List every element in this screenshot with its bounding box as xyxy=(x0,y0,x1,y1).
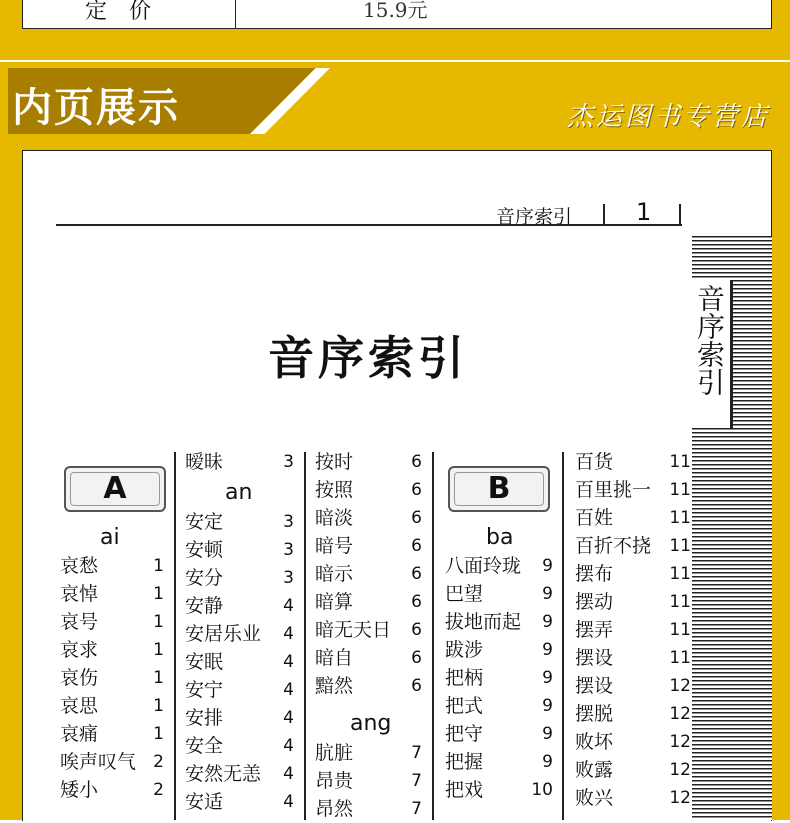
index-page-number: 9 xyxy=(542,724,553,744)
index-page-number: 11 xyxy=(669,480,691,500)
index-page-number: 12 xyxy=(669,732,691,752)
index-page-number: 1 xyxy=(153,640,164,660)
index-word: 昂贵 xyxy=(315,770,354,792)
index-word: 拔地而起 xyxy=(445,611,522,633)
index-word: 唉声叹气 xyxy=(60,751,137,773)
index-page-number: 4 xyxy=(283,680,294,700)
index-word: 哀痛 xyxy=(60,723,99,745)
index-page-number: 10 xyxy=(531,780,553,800)
index-page-number: 6 xyxy=(411,508,422,528)
index-page-number: 2 xyxy=(153,780,164,800)
index-page-number: 9 xyxy=(542,612,553,632)
index-word: 安眠 xyxy=(185,651,224,673)
index-page-number: 6 xyxy=(411,592,422,612)
price-strip xyxy=(0,0,790,60)
page-header-separator xyxy=(679,204,681,226)
index-page-number: 7 xyxy=(411,799,422,819)
index-page-number: 6 xyxy=(411,620,422,640)
index-page-number: 6 xyxy=(411,676,422,696)
index-page-number: 9 xyxy=(542,668,553,688)
index-page-number: 1 xyxy=(153,556,164,576)
page-header-separator xyxy=(603,204,605,226)
index-word: 哀思 xyxy=(60,695,99,717)
letter-heading: A xyxy=(103,471,127,506)
index-word: 安排 xyxy=(185,707,224,729)
column-rule xyxy=(562,452,564,820)
index-word: 安静 xyxy=(185,595,224,617)
index-main-title: 音序索引 xyxy=(268,331,468,385)
page-number: 1 xyxy=(636,198,652,226)
index-page-number: 11 xyxy=(669,536,691,556)
shop-name: 杰运图书专营店 xyxy=(566,102,770,132)
pinyin-heading: ba xyxy=(486,525,514,550)
index-word: 暗无天日 xyxy=(315,619,392,641)
index-page-number: 7 xyxy=(411,771,422,791)
index-word: 百货 xyxy=(575,451,614,473)
letter-heading-box xyxy=(64,466,166,512)
index-page-number: 6 xyxy=(411,648,422,668)
side-tab-label: 音序索引 xyxy=(693,284,726,396)
index-page-number: 2 xyxy=(153,752,164,772)
index-word: 安分 xyxy=(185,567,224,589)
index-word: 百折不挠 xyxy=(575,535,652,557)
index-page-number: 6 xyxy=(411,536,422,556)
index-page-number: 9 xyxy=(542,696,553,716)
index-page-number: 11 xyxy=(669,452,691,472)
index-word: 安居乐业 xyxy=(185,623,262,645)
index-page-number: 12 xyxy=(669,676,691,696)
index-word: 败坏 xyxy=(575,731,614,753)
index-page-number: 4 xyxy=(283,652,294,672)
index-page-number: 1 xyxy=(153,584,164,604)
index-page-number: 3 xyxy=(283,568,294,588)
index-page-number: 6 xyxy=(411,564,422,584)
index-word: 摆布 xyxy=(575,563,614,585)
index-word: 摆设 xyxy=(575,675,614,697)
index-word: 摆弄 xyxy=(575,619,614,641)
index-word: 败露 xyxy=(575,759,614,781)
index-page-number: 4 xyxy=(283,624,294,644)
price-label: 定价 xyxy=(23,0,236,28)
index-page-number: 4 xyxy=(283,792,294,812)
index-page-number: 6 xyxy=(411,480,422,500)
index-word: 安适 xyxy=(185,791,224,813)
column-rule xyxy=(304,452,306,820)
index-word: 暗淡 xyxy=(315,507,354,529)
index-page-number: 1 xyxy=(153,612,164,632)
index-word: 暗自 xyxy=(315,647,354,669)
index-page-number: 3 xyxy=(283,540,294,560)
index-word: 肮脏 xyxy=(315,742,354,764)
index-word: 黯然 xyxy=(315,675,354,697)
page-header-rule xyxy=(56,224,682,226)
pinyin-heading: ang xyxy=(350,711,392,736)
price-table xyxy=(22,0,772,29)
index-page-number: 6 xyxy=(411,452,422,472)
index-page-number: 1 xyxy=(153,696,164,716)
index-word: 哀伤 xyxy=(60,667,99,689)
index-page-number: 11 xyxy=(669,508,691,528)
side-tab-bar xyxy=(730,280,733,428)
index-word: 把柄 xyxy=(445,667,484,689)
index-page-number: 9 xyxy=(542,584,553,604)
index-word: 摆动 xyxy=(575,591,614,613)
index-page-number: 12 xyxy=(669,788,691,808)
index-page-number: 9 xyxy=(542,640,553,660)
index-word: 把戏 xyxy=(445,779,484,801)
index-word: 安定 xyxy=(185,511,224,533)
index-word: 八面玲珑 xyxy=(445,555,522,577)
price-value: 15.9元 xyxy=(363,0,428,22)
index-word: 哀号 xyxy=(60,611,99,633)
index-word: 把式 xyxy=(445,695,484,717)
index-word: 安宁 xyxy=(185,679,224,701)
letter-heading-box xyxy=(448,466,550,512)
index-page-number: 4 xyxy=(283,596,294,616)
index-page-number: 4 xyxy=(283,764,294,784)
index-page-number: 11 xyxy=(669,564,691,584)
index-page-number: 3 xyxy=(283,512,294,532)
index-page-number: 4 xyxy=(283,736,294,756)
index-word: 暗示 xyxy=(315,563,354,585)
index-word: 安然无恙 xyxy=(185,763,262,785)
index-page-number: 1 xyxy=(153,668,164,688)
index-page-number: 7 xyxy=(411,743,422,763)
index-page-number: 9 xyxy=(542,556,553,576)
index-word: 百里挑一 xyxy=(575,479,652,501)
column-rule xyxy=(432,452,434,820)
index-word: 巴望 xyxy=(445,583,484,605)
letter-heading: B xyxy=(487,471,511,506)
index-word: 暗号 xyxy=(315,535,354,557)
index-word: 跋涉 xyxy=(445,639,484,661)
index-page-number: 11 xyxy=(669,648,691,668)
index-page-number: 12 xyxy=(669,704,691,724)
index-word: 昂然 xyxy=(315,798,354,820)
index-word: 哀悼 xyxy=(60,583,99,605)
pinyin-heading: ai xyxy=(100,525,120,550)
index-word: 把守 xyxy=(445,723,484,745)
pinyin-heading: an xyxy=(225,480,253,505)
index-page-number: 12 xyxy=(669,760,691,780)
page-header-title: 音序索引 xyxy=(496,206,573,228)
index-page-number: 3 xyxy=(283,452,294,472)
index-page-number: 4 xyxy=(283,708,294,728)
index-word: 摆设 xyxy=(575,647,614,669)
index-word: 按照 xyxy=(315,479,354,501)
index-word: 败兴 xyxy=(575,787,614,809)
index-word: 哀愁 xyxy=(60,555,99,577)
index-word: 哀求 xyxy=(60,639,99,661)
index-word: 安全 xyxy=(185,735,224,757)
index-word: 暗算 xyxy=(315,591,354,613)
index-word: 百姓 xyxy=(575,507,614,529)
index-page-number: 11 xyxy=(669,620,691,640)
index-word: 矮小 xyxy=(60,779,99,801)
index-page-number: 1 xyxy=(153,724,164,744)
index-word: 摆脱 xyxy=(575,703,614,725)
index-word: 暧昧 xyxy=(185,451,224,473)
index-word: 把握 xyxy=(445,751,484,773)
index-word: 安顿 xyxy=(185,539,224,561)
section-banner xyxy=(0,62,790,140)
index-word: 按时 xyxy=(315,451,354,473)
index-page-number: 11 xyxy=(669,592,691,612)
banner-title: 内页展示 xyxy=(12,85,180,131)
index-page-number: 9 xyxy=(542,752,553,772)
column-rule xyxy=(174,452,176,820)
